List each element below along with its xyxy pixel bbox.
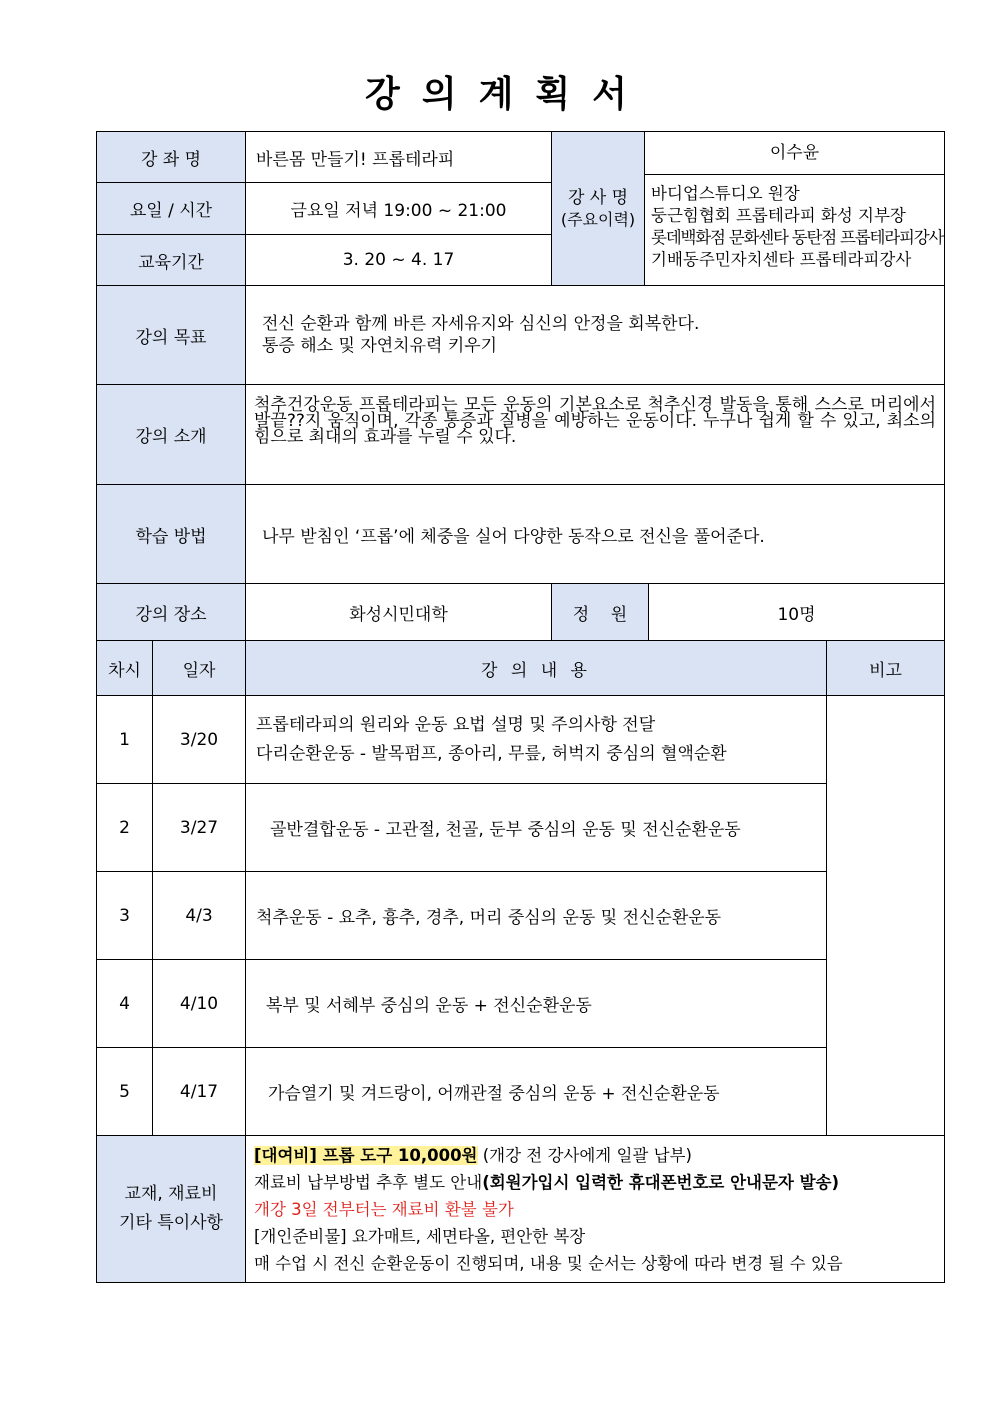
instructor-name: 이수윤 [645,132,944,175]
career-item: 롯데백화점 문화센타 동탄점 프롭테라피강사 [651,228,944,247]
place-label: 강의 장소 [97,584,246,641]
session-line: 가슴열기 및 겨드랑이, 어깨관절 중심의 운동 + 전신순환운동 [246,1048,827,1136]
capacity-value: 10명 [649,584,945,641]
materials-label-line2: 기타 특이사항 [119,1213,223,1233]
table-row [97,960,945,1048]
session-no: 1 [97,696,153,784]
session-line: 프롭테라피의 원리와 운동 요법 설명 및 주의사항 전달 [256,714,656,735]
period-value: 3. 20 ~ 4. 17 [246,235,552,286]
time-value: 금요일 저녁 19:00 ~ 21:00 [246,183,552,235]
schedule-header-remark: 비고 [827,641,945,696]
schedule-header-session: 차시 [97,641,153,696]
course-info-table [96,131,945,641]
schedule-table [96,640,945,1283]
career-item: 둥근힘협회 프롭테라피 화성 지부장 [651,206,906,225]
payment-note: 재료비 납부방법 추후 별도 안내 [254,1172,483,1192]
materials-line2 [254,1169,944,1196]
course-name-value: 바른몸 만들기! 프롭테라피 [246,132,552,183]
schedule-header-content: 강 의 내 용 [246,641,827,696]
session-content [246,696,827,784]
materials-label [97,1136,246,1283]
table-row [97,872,945,960]
course-name-label: 강 좌 명 [97,132,246,183]
refund-warning: 개강 3일 전부터는 재료비 환불 불가 [254,1199,514,1219]
goal-line: 전신 순환과 함께 바른 자세유지와 심신의 안정을 회복한다. [262,314,700,334]
schedule-header-date: 일자 [153,641,246,696]
session-line: 골반결합운동 - 고관절, 천골, 둔부 중심의 운동 및 전신순환운동 [246,784,827,872]
materials-notes [246,1136,945,1283]
session-line: 복부 및 서혜부 중심의 운동 + 전신순환운동 [246,960,827,1048]
table-row [97,696,945,784]
session-date: 4/17 [153,1048,246,1136]
career-item: 기배동주민자치센타 프롭테라피강사 [651,250,912,269]
document-title: 강의계획서 [365,74,649,115]
goal-line: 통증 해소 및 자연치유력 키우기 [262,336,498,356]
session-no: 3 [97,872,153,960]
instructor-label-line2: (주요이력) [560,209,636,229]
method-text: 나무 받침인 ‘프롭’에 체중을 실어 다양한 동작으로 전신을 풀어준다. [246,485,945,584]
instructor-career [645,175,944,271]
instructor-cell [645,132,945,286]
career-item: 바디업스튜디오 원장 [651,184,800,203]
rental-fee-note: (개강 전 강사에게 일괄 납부) [477,1145,692,1165]
goal-content [246,286,945,385]
session-no: 2 [97,784,153,872]
instructor-label-line1: 강 사 명 [567,187,629,208]
payment-note-bold: (회원가입시 입력한 휴대폰번호로 안내문자 발송) [482,1172,840,1192]
goal-label: 강의 목표 [97,286,246,385]
session-line: 척추운동 - 요추, 흉추, 경추, 머리 중심의 운동 및 전신순환운동 [246,872,827,960]
materials-label-line1: 교재, 재료비 [124,1184,218,1204]
session-date: 3/27 [153,784,246,872]
class-notice: 매 수업 시 전신 순환운동이 진행되며, 내용 및 순서는 상황에 따라 변경 될 수 있음 [254,1253,843,1273]
session-date: 4/10 [153,960,246,1048]
session-date: 4/3 [153,872,246,960]
place-value: 화성시민대학 [246,584,552,641]
intro-label: 강의 소개 [97,385,246,485]
table-row [97,1048,945,1136]
session-line: 다리순환운동 - 발목펌프, 종아리, 무릎, 허벅지 중심의 혈액순환 [256,743,727,764]
table-row [97,784,945,872]
remark-cell [827,696,945,1136]
capacity-label: 정 원 [552,584,649,641]
rental-fee-highlight: [대여비] 프롭 도구 10,000원 [254,1145,478,1165]
session-date: 3/20 [153,696,246,784]
instructor-label [552,132,645,286]
time-label: 요일 / 시간 [97,183,246,235]
session-no: 5 [97,1048,153,1136]
period-label: 교육기간 [97,235,246,286]
materials-line1 [254,1142,944,1169]
intro-content [246,385,945,485]
personal-supplies: [개인준비물] 요가매트, 세면타올, 편안한 복장 [254,1226,586,1246]
intro-text: 척추건강운동 프롭테라피는 모든 운동의 기본요소로 척추신경 발동을 통해 스스로 머리에서 발끝??지 움직이며, 각종 통증과 질병을 예방하는 운동이다. 누구나 쉽게 할 수 있고, 최소의 힘으로 최대의 효과를 누릴 수 있다. [254,395,936,447]
session-no: 4 [97,960,153,1048]
method-label: 학습 방법 [97,485,246,584]
